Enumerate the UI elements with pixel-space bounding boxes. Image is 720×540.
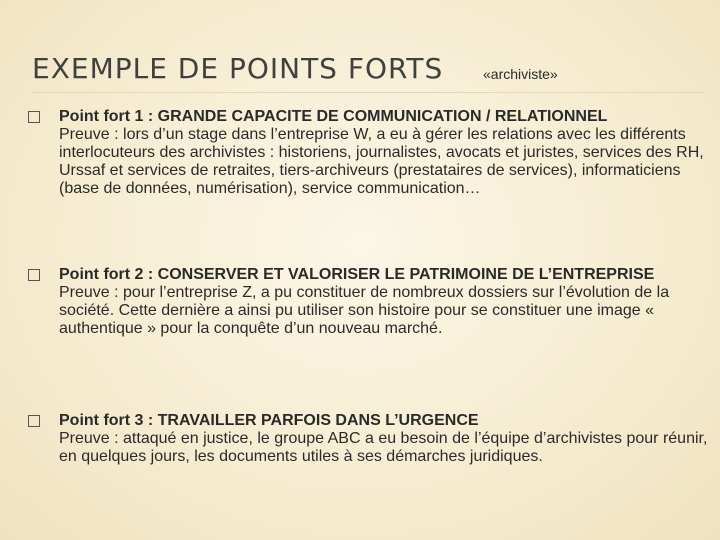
checkbox-bullet-icon (28, 269, 40, 281)
slide-subtitle: «archiviste» (483, 66, 558, 82)
point-item (59, 266, 709, 338)
point-item (59, 412, 709, 466)
title-divider (32, 92, 704, 93)
point-item (59, 108, 709, 198)
checkbox-bullet-icon (28, 415, 40, 427)
point-body: Preuve : attaqué en justice, le groupe ABC a eu besoin de l’équipe d’archivistes pour réunir, en quelques jours, les documents utiles à ses démarches juridiques. (59, 430, 708, 465)
point-heading: Point fort 2 : CONSERVER ET VALORISER LE PATRIMOINE DE L’ENTREPRISE (59, 266, 655, 283)
point-heading: Point fort 3 : TRAVAILLER PARFOIS DANS L’URGENCE (59, 412, 479, 429)
point-body: Preuve : lors d’un stage dans l’entreprise W, a eu à gérer les relations avec les différents interlocuteurs des archivistes : historiens, journalistes, avocats et juristes, services des RH, Urssaf et services de retraites, tiers-archiveurs (prestataires de services), informaticiens (base de données, numérisation), service communication… (59, 126, 704, 197)
slide-title: EXEMPLE DE POINTS FORTS (32, 52, 444, 85)
point-heading: Point fort 1 : GRANDE CAPACITE DE COMMUNICATION / RELATIONNEL (59, 108, 608, 125)
point-body: Preuve : pour l’entreprise Z, a pu constituer de nombreux dossiers sur l’évolution de la société. Cette dernière a ainsi pu utiliser son histoire pour se constituer une image « authentique » pour la conquête d’un nouveau marché. (59, 284, 670, 337)
checkbox-bullet-icon (28, 111, 40, 123)
